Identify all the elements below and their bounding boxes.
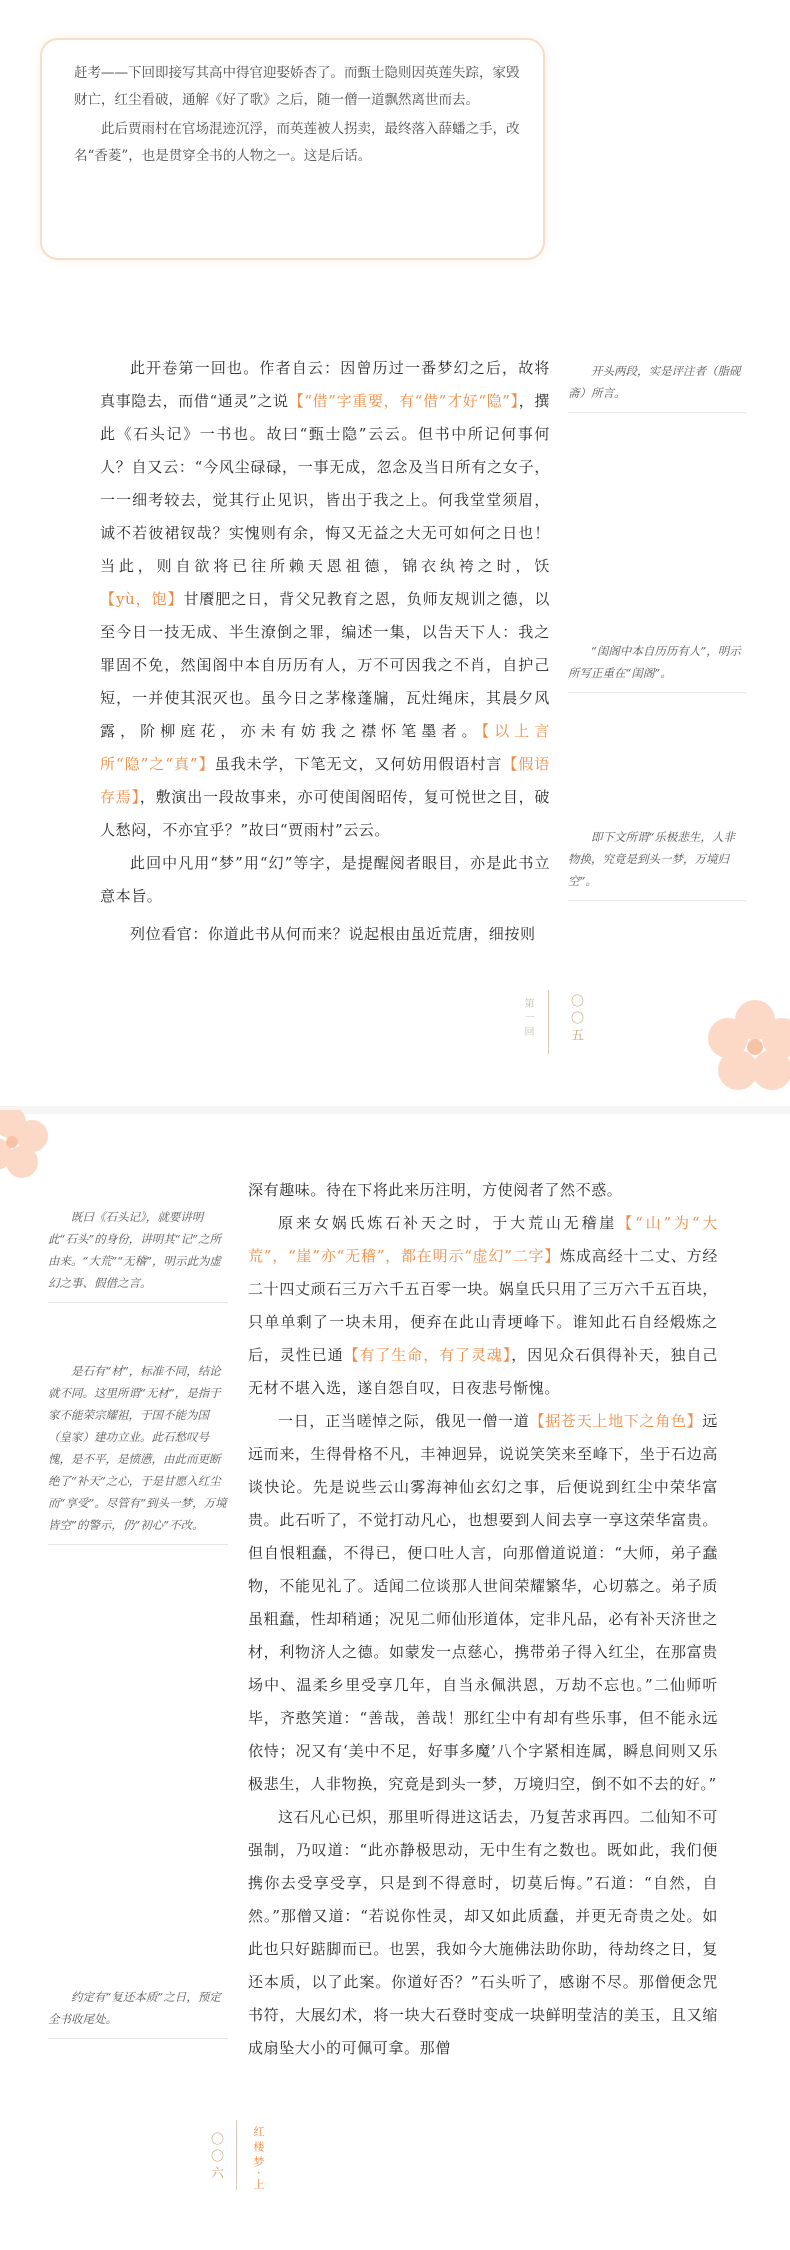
main-text-top <box>100 352 550 913</box>
body-paragraph: 列位看官：你道此书从何而来？说起根由虽近荒唐，细按则 <box>130 925 536 943</box>
page-006 <box>0 1110 790 2250</box>
main-text-top-end <box>100 918 550 951</box>
inline-annotation: 【据苍天上地下之角色】 <box>529 1412 703 1430</box>
margin-note: 开头两段，实是评注者（脂砚斋）所言。 <box>568 360 746 413</box>
page-005 <box>0 0 790 1110</box>
margin-note: 约定有“复还本质”之日，预定全书收尾处。 <box>48 1986 228 2039</box>
main-text-bottom <box>248 1174 718 2065</box>
inline-annotation: 【yù，饱】 <box>100 590 184 608</box>
margin-note: 即下文所谓“乐极悲生，人非物换，究竟是到头一梦，万境归空”。 <box>568 826 746 901</box>
body-paragraph: 深有趣味。待在下将此来历注明，方使阅者了然不惑。 <box>248 1181 623 1199</box>
inline-annotation: 【“山”为“大荒”，“崖”亦“无稽”，都在明示“虚幻”二字】 <box>248 1214 718 1265</box>
margin-note: 既曰《石头记》，就要讲明此“石头”的身份，讲明其“记”之所由来。“大荒”“无稽”，明示此为虚幻之事、假借之言。 <box>48 1206 228 1303</box>
blossom-decoration <box>0 1110 60 1180</box>
intro-paragraph: 此后贾雨村在官场混迹沉浮，而英莲被人拐卖，最终落入薛蟠之手，改名“香菱”，也是贯穿全书的人物之一。这是后话。 <box>74 121 520 164</box>
body-paragraph: 此开卷第一回也。作者自云：因曾历过一番梦幻之后，故将真事隐去，而借“通灵”之说【“借”字重要，有“借”才好“隐”】，撰此《石头记》一书也。故曰“甄士隐”云云。但书中所记何事何人？自又云：“今风尘碌碌，一事无成，忽念及当日所有之女子，一一细考较去，觉其行止见识，皆出于我之上。何我堂堂须眉，诚不若彼裙钗哉？实愧则有余，悔又无益之大无可如何之日也！当此，则自欲将已往所赖天恩祖德，锦衣纨袴之时，饫【yù，饱】甘餍肥之日，背父兄教育之恩，负师友规训之德，以至今日一技无成、半生潦倒之罪，编述一集，以告天下人：我之罪固不免，然闺阁中本自历历有人，万不可因我之不肖，自护己短，一并使其泯灭也。虽今日之茅椽蓬牖，瓦灶绳床，其晨夕风露，阶柳庭花，亦未有妨我之襟怀笔墨者。【以上言所“隐”之“真”】虽我未学，下笔无文，又何妨用假语村言【假语存焉】，敷演出一段故事来，亦可使闺阁昭传，复可悦世之目，破人愁闷，不亦宜乎？”故曰“贾雨村”云云。 <box>100 359 551 839</box>
body-paragraph: 原来女娲氏炼石补天之时，于大荒山无稽崖【“山”为“大荒”，“崖”亦“无稽”，都在明示“虚幻”二字】炼成高经十二丈、方经二十四丈顽石三万六千五百零一块。娲皇氏只用了三万六千五百块，只单单剩了一块未用，便弃在此山青埂峰下。谁知此石自经煅炼之后，灵性已通【有了生命，有了灵魂】，因见众石俱得补天，独自己无材不堪入选，遂自怨自叹，日夜悲号惭愧。 <box>248 1214 718 1397</box>
inline-annotation: 【假语存焉】 <box>100 755 551 806</box>
margin-note: 是石有“材”，标准不同，结论就不同。这里所谓“无材”，是指于家不能荣宗耀祖，于国不能为国（皇家）建功立业。此石愁叹号愧，是不平，是愤懑，由此而更断绝了“补天”之心，于是甘愿入红尘而“享受”。尽管有“到头一梦，万境皆空”的警示，仍“初心”不改。 <box>48 1360 228 1545</box>
section-label: 第一回 <box>522 998 533 1040</box>
intro-summary-box <box>40 38 545 260</box>
body-paragraph: 一日，正当嗟悼之际，俄见一僧一道【据苍天上地下之角色】远远而来，生得骨格不凡，丰神迥异，说说笑笑来至峰下，坐于石边高谈快论。先是说些云山雾海神仙玄幻之事，后便说到红尘中荣华富贵。此石听了，不觉打动凡心，也想要到人间去享一享这荣华富贵。但自恨粗蠢，不得已，便口吐人言，向那僧道说道：“大师，弟子蠢物，不能见礼了。适闻二位谈那人世间荣耀繁华，心切慕之。弟子质虽粗蠢，性却稍通；况见二师仙形道体，定非凡品，必有补天济世之材，利物济人之德。如蒙发一点慈心，携带弟子得入红尘，在那富贵场中、温柔乡里受享几年，自当永佩洪恩，万劫不忘也。”二仙师听毕，齐憨笑道：“善哉，善哉！那红尘中有却有些乐事，但不能永远依恃；况又有‘美中不足，好事多魔’八个字紧相连属，瞬息间则又乐极悲生，人非物换，究竟是到头一梦，万境归空，倒不如不去的好。” <box>248 1412 718 1793</box>
body-paragraph: 这石凡心已炽，那里听得进这话去，乃复苦求再四。二仙知不可强制，乃叹道：“此亦静极思动，无中生有之数也。既如此，我们便携你去受享受享，只是到不得意时，切莫后悔。”石道：“自然，自然。”那僧又道：“若说你性灵，却又如此质蠢，并更无奇贵之处。如此也只好踮脚而已。也罢，我如今大施佛法助你助，待劫终之日，复还本质，以了此案。你道好否？”石头听了，感谢不尽。那僧便念咒书符，大展幻术，将一块大石登时变成一块鲜明莹洁的美玉，且又缩成扇坠大小的可佩可拿。那僧 <box>248 1808 718 2057</box>
inline-annotation: 【以上言所“隐”之“真”】 <box>100 722 550 773</box>
section-label: 红楼梦·上 <box>252 2126 265 2194</box>
intro-paragraph: 赶考——下回即接写其高中得官迎娶娇杏了。而甄士隐则因英莲失踪，家毁财亡，红尘看破，通解《好了歌》之后，随一僧一道飘然离世而去。 <box>74 65 520 108</box>
page-number: 〇〇六 <box>208 2132 223 2183</box>
footer-divider <box>548 990 549 1054</box>
body-paragraph: 此回中凡用“梦”用“幻”等字，是提醒阅者眼目，亦是此书立意本旨。 <box>100 854 550 905</box>
margin-note: “闺阁中本自历历有人”，明示所写正重在“闺阁”。 <box>568 640 746 693</box>
footer-divider <box>236 2120 237 2190</box>
inline-annotation: 【有了生命，有了灵魂】 <box>343 1346 512 1364</box>
page-number: 〇〇五 <box>568 994 583 1045</box>
inline-annotation: 【“借”字重要，有“借”才好“隐”】 <box>288 392 519 410</box>
blossom-decoration <box>700 990 790 1100</box>
